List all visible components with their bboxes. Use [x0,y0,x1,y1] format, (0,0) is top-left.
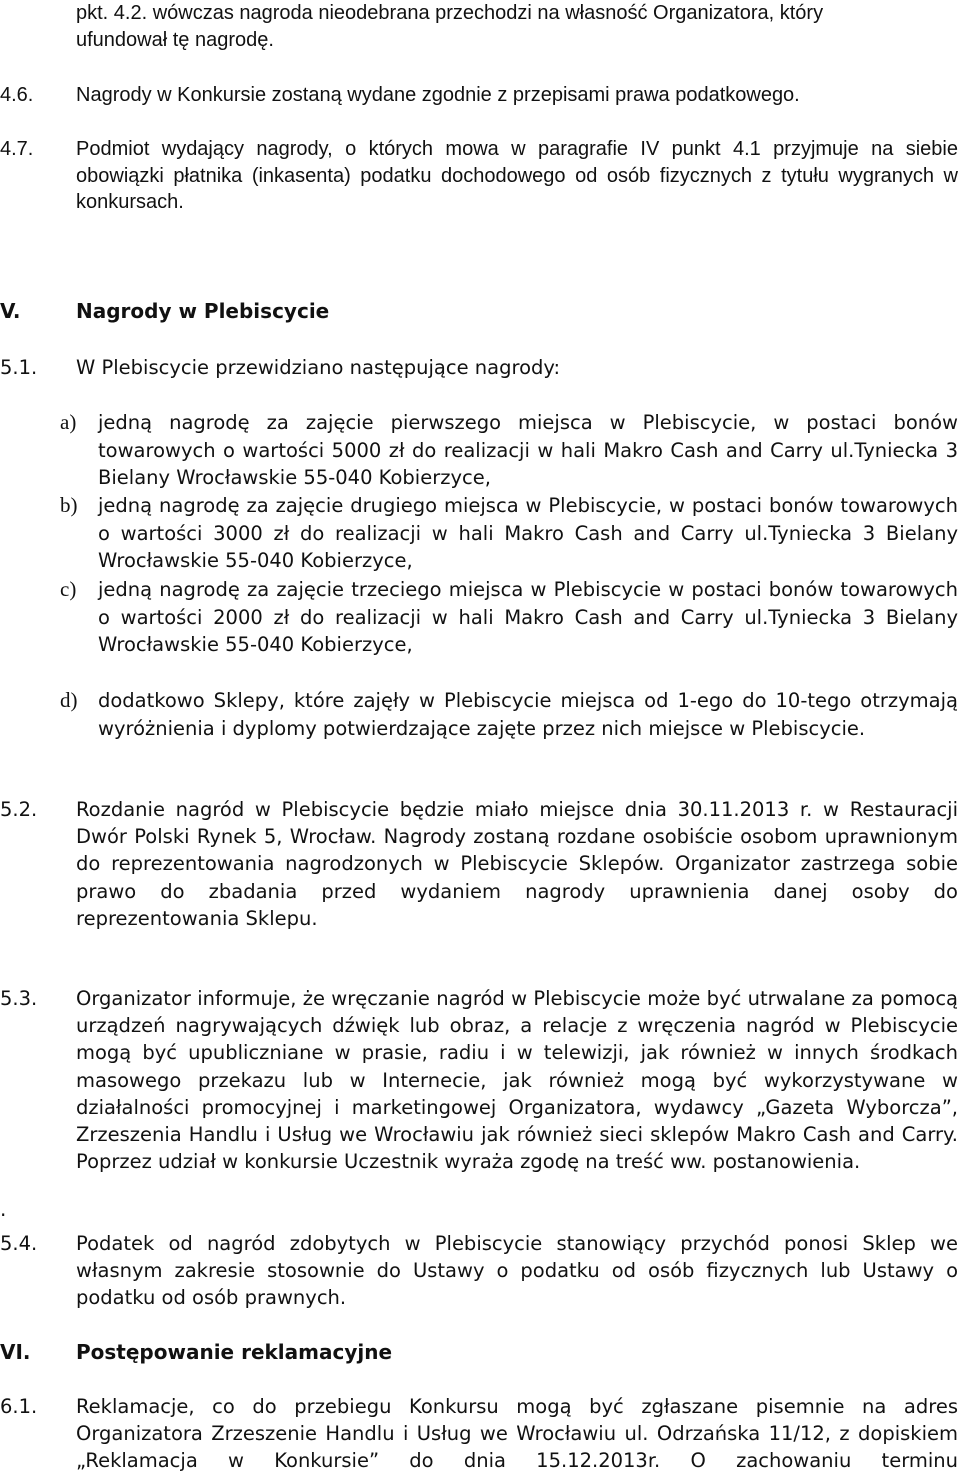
list-text: jedną nagrodę za zajęcie pierwszego miejsca w Plebiscycie, w postaci bonów towarowych o wartości 5000 zł do realizacji w hali Makro Cash and Carry ul.Tyniecka 3 Bielany Wrocławskie 55-040 Kobierzyce, [98,411,958,489]
section-text: Nagrody w Konkursie zostaną wydane zgodnie z przepisami prawa podatkowego. [76,84,800,106]
section-text: Podatek od nagród zdobytych w Plebiscycie stanowiący przychód ponosi Sklep we własnym zakresie stosownie do Ustawy o podatku od osób fizycznych lub Ustawy o podatku od osób prawnych. [76,1232,958,1310]
section-text: Reklamacje, co do przebiegu Konkursu mogą być zgłaszane pisemnie na adres Organizatora Zrzeszenie Handlu i Usług we Wrocławiu ul. Odrzańska 11/12, z dopiskiem „Reklamacja w Konkursie” do dnia 15.12.2013r. O zachowaniu terminu [76,1395,958,1473]
list-letter: d) [60,688,78,712]
list-letter: a) [60,410,77,434]
section-number: 6.1. [0,1395,38,1418]
section-text: Podmiot wydający nagrody, o których mowa w paragrafie IV punkt 4.1 przyjmuje na siebie obowiązki płatnika (inkasenta) podatku dochodowego od osób fizycznych z tytułu wygranych w konkursach. [76,138,958,213]
section-number: 4.7. [0,138,34,160]
heading-number: V. [0,299,21,323]
list-text: dodatkowo Sklepy, które zajęły w Plebiscycie miejsca od 1-ego do 10-tego otrzymają wyróżnienia i dyplomy potwierdzające zajęte przez nich miejsce w Plebiscycie. [98,689,958,740]
top-fragment-line1: pkt. 4.2. wówczas nagroda nieodebrana przechodzi na własność Organizatora, który [76,2,824,24]
list-text: jedną nagrodę za zajęcie drugiego miejsca w Plebiscycie, w postaci bonów towarowych o wartości 3000 zł do realizacji w hali Makro Cash and Carry ul.Tyniecka 3 Bielany Wrocławskie 55-040 Kobierzyce, [98,494,958,572]
heading-number: VI. [0,1340,31,1364]
section-number: 5.3. [0,987,38,1010]
section-number: 5.4. [0,1232,38,1255]
list-letter: c) [60,577,77,601]
list-text: jedną nagrodę za zajęcie trzeciego miejsca w Plebiscycie w postaci bonów towarowych o wartości 2000 zł do realizacji w hali Makro Cash and Carry ul.Tyniecka 3 Bielany Wrocławskie 55-040 Kobierzyce, [98,578,958,656]
stray-dot: . [0,1197,7,1221]
section-number: 5.2. [0,798,38,821]
section-text: W Plebiscycie przewidziano następujące nagrody: [76,356,561,379]
heading-title: Postępowanie reklamacyjne [76,1340,393,1364]
section-number: 4.6. [0,84,34,106]
section-text: Organizator informuje, że wręczanie nagród w Plebiscycie może być utrwalane za pomocą urządzeń nagrywających dźwięk lub obraz, a relacje z wręczenia nagród w Plebiscycie mogą być upubliczniane w prasie, radiu i w telewizji, jak również w innych środkach masowego przekazu lub w Internecie, jak również mogą być wykorzystywane w działalności promocyjnej i marketingowej Organizatora, wydawcy „Gazeta Wyborcza”, Zrzeszenia Handlu i Usług we Wrocławiu jak również sieci sklepów Makro Cash and Carry. Poprzez udział w konkursie Uczestnik wyraża zgodę na treść ww. postanowienia. [76,987,958,1174]
top-fragment-line2: ufundował tę nagrodę. [76,29,274,51]
list-letter: b) [60,493,78,517]
section-text: Rozdanie nagród w Plebiscycie będzie miało miejsce dnia 30.11.2013 r. w Restauracji Dwór Polski Rynek 5, Wrocław. Nagrody zostaną rozdane osobiście osobom uprawnionym do reprezentowania nagrodzonych w Plebiscycie Sklepów. Organizator zastrzega sobie prawo do zbadania przed wydaniem nagrody uprawnienia danej osoby do reprezentowania Sklepu. [76,798,958,930]
heading-title: Nagrody w Plebiscycie [76,299,330,323]
section-number: 5.1. [0,356,38,379]
